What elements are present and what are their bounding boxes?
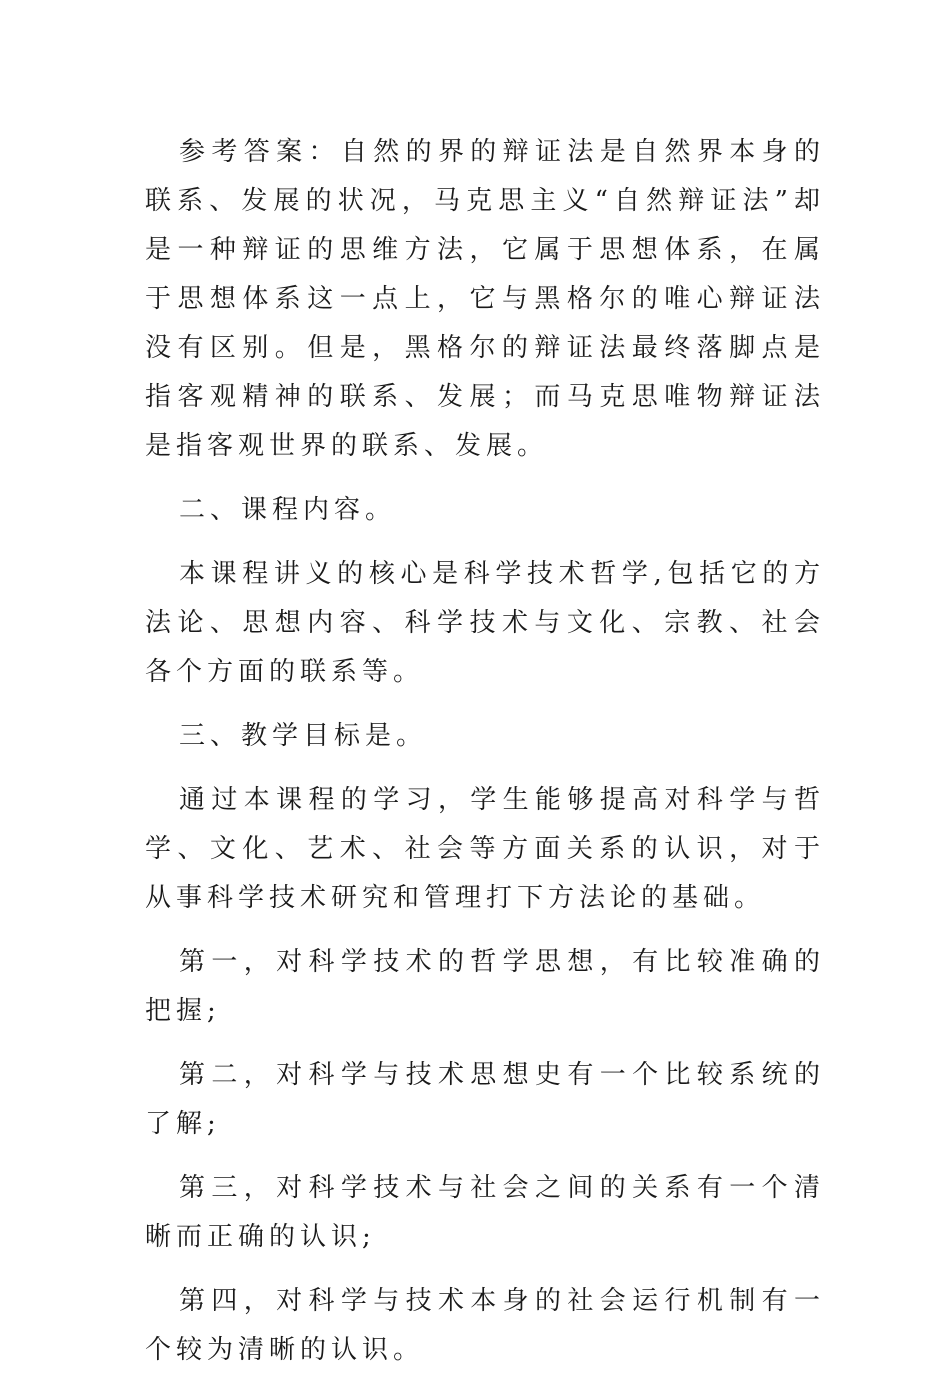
goal-item-4: 第四，对科学与技术本身的社会运行机制有一个较为清晰的认识。 [145,1286,825,1365]
goal-item-2: 第二，对科学与技术思想史有一个比较系统的了解; [145,1060,825,1139]
course-content-paragraph: 本课程讲义的核心是科学技术哲学,包括它的方法论、思想内容、科学技术与文化、宗教、社会各个方面的联系等。 [145,559,825,687]
answer-paragraph: 参考答案：自然的界的辩证法是自然界本身的联系、发展的状况，马克思主义“自然辩证法”却是一种辩证的思维方法，它属于思想体系，在属于思想体系这一点上，它与黑格尔的唯心辩证法没有区别。但是，黑格尔的辩证法最终落脚点是指客观精神的联系、发展；而马克思唯物辩证法是指客观世界的联系、发展。 [145,137,825,461]
goal-item-1: 第一，对科学技术的哲学思想，有比较准确的把握; [145,947,825,1026]
goal-item-3: 第三，对科学技术与社会之间的关系有一个清晰而正确的认识; [145,1173,825,1252]
section-heading-teaching-goals: 三、教学目标是。 [179,721,428,751]
document-page [145,128,825,1390]
section-heading-course-content: 二、课程内容。 [179,495,397,525]
teaching-goals-paragraph: 通过本课程的学习，学生能够提高对科学与哲学、文化、艺术、社会等方面关系的认识，对于从事科学技术研究和管理打下方法论的基础。 [145,785,825,913]
